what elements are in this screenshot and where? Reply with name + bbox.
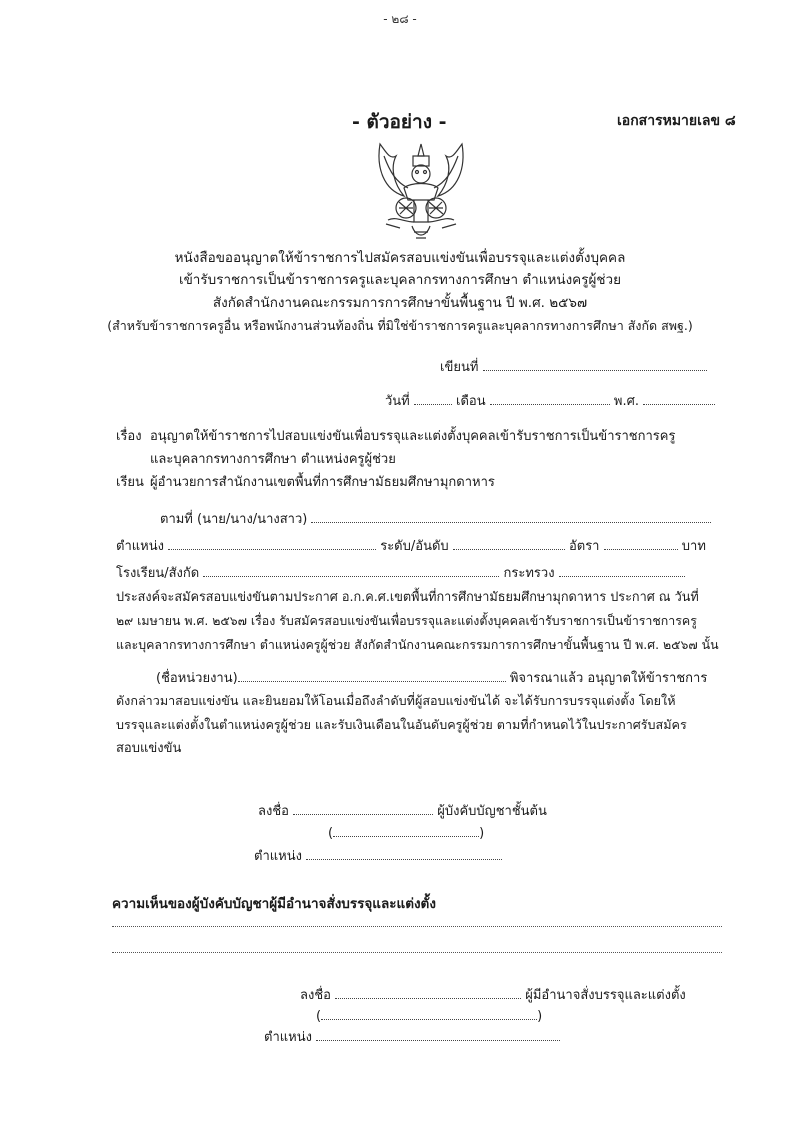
subject-line-1: อนุญาตให้ข้าราชการไปสอบแข่งขันเพื่อบรรจุและแต่งตั้งบุคคลเข้ารับราชการเป็นข้าราชการครู — [150, 429, 676, 444]
document-number: เอกสารหมายเลข ๘ — [617, 113, 736, 129]
body-line-2: ๒๙ เมษายน พ.ศ. ๒๕๖๗ เรื่อง รับสมัครสอบแข่งขันเพื่อบรรจุและแต่งตั้งบุคคลเข้ารับราชการเป็นข้าราชการครู — [116, 613, 697, 628]
sign-1-role: ผู้บังคับบัญชาชั้นต้น — [437, 804, 547, 819]
school-row — [116, 563, 685, 583]
signature-1-name-row — [328, 823, 484, 843]
approval-line-4: สอบแข่งขัน — [116, 741, 182, 756]
signature-1-row — [258, 801, 547, 821]
sign-2-input[interactable] — [335, 985, 521, 999]
date-label: วันที่ — [385, 394, 410, 409]
opinion-heading: ความเห็นของผู้บังคับบัญชาผู้มีอำนาจสั่งบรรจุและแต่งตั้ง — [112, 896, 436, 912]
ministry-input[interactable] — [559, 563, 685, 577]
ministry-label: กระทรวง — [503, 566, 555, 581]
sign-1-position-input[interactable] — [306, 846, 502, 860]
signature-2-name-row — [316, 1006, 542, 1026]
date-field-row — [385, 391, 715, 411]
signature-2-position-row — [264, 1027, 560, 1047]
sign-1-input[interactable] — [293, 801, 433, 815]
level-input[interactable] — [453, 536, 565, 550]
position-input[interactable] — [168, 536, 376, 550]
subject-line-2: และบุคลากรทางการศึกษา ตำแหน่งครูผู้ช่วย — [150, 452, 396, 467]
paren-open: ( — [328, 826, 334, 841]
rate-input[interactable] — [604, 536, 678, 550]
sign-2-role: ผู้มีอำนาจสั่งบรรจุและแต่งตั้ง — [525, 988, 686, 1003]
signature-1-position-row — [254, 846, 502, 866]
title-line-3: สังกัดสำนักงานคณะกรรมการการศึกษาขั้นพื้นฐาน ปี พ.ศ. ๒๕๖๗ — [212, 295, 588, 311]
title-line-4: (สำหรับข้าราชการครูอื่น หรือพนักงานส่วนท้องถิ่น ที่มิใช่ข้าราชการครูและบุคลากรทางการศึกษา สังกัด สพฐ.) — [107, 318, 693, 333]
sign-1-name-input[interactable] — [333, 823, 479, 837]
sample-label: - ตัวอย่าง - — [352, 111, 447, 133]
position-row — [116, 536, 706, 556]
month-label: เดือน — [456, 394, 486, 409]
written-at-input[interactable] — [483, 357, 707, 371]
name-label: ตามที่ (นาย/นาง/นางสาว) — [160, 512, 308, 527]
year-input[interactable] — [643, 391, 715, 405]
baht-label: บาท — [681, 539, 706, 554]
written-at-field — [440, 357, 707, 377]
body-line-3: และบุคลากรทางการศึกษา ตำแหน่งครูผู้ช่วย สังกัดสำนักงานคณะกรรมการการศึกษาขั้นพื้นฐาน ปี พ.ศ. ๒๕๖๗ นั้น — [116, 637, 719, 652]
opinion-line-1-input[interactable] — [112, 926, 722, 927]
sign-2-position-label: ตำแหน่ง — [264, 1030, 312, 1045]
approval-line-1 — [156, 668, 707, 688]
page-number: - ๒๘ - — [383, 12, 417, 26]
position-label: ตำแหน่ง — [116, 539, 164, 554]
applicant-name-input[interactable] — [311, 509, 711, 523]
subject-label: เรื่อง — [116, 429, 142, 444]
paren-close: ) — [537, 1009, 543, 1024]
paren-close: ) — [479, 826, 485, 841]
approval-line-1-end: พิจารณาแล้ว อนุญาตให้ข้าราชการ — [509, 671, 708, 686]
applicant-name-row — [160, 509, 711, 529]
approval-line-2: ดังกล่าวมาสอบแข่งขัน และยินยอมให้โอนเมื่อถึงลำดับที่ผู้สอบแข่งขันได้ จะได้รับการบรรจุแต่งตั้ง โดยให้ — [116, 693, 676, 708]
title-line-1: หนังสือขออนุญาตให้ข้าราชการไปสมัครสอบแข่งขันเพื่อบรรจุและแต่งตั้งบุคคล — [174, 250, 626, 266]
level-label: ระดับ/อันดับ — [380, 539, 449, 554]
unit-label: (ชื่อหน่วยงาน) — [156, 671, 238, 686]
month-input[interactable] — [490, 391, 610, 405]
paren-open: ( — [316, 1009, 322, 1024]
day-input[interactable] — [414, 391, 452, 405]
opinion-line-2-input[interactable] — [112, 952, 722, 953]
sign-2-position-input[interactable] — [316, 1027, 560, 1041]
rate-label: อัตรา — [568, 539, 600, 554]
school-label: โรงเรียน/สังกัด — [116, 566, 200, 581]
body-line-1: ประสงค์จะสมัครสอบแข่งขันตามประกาศ อ.ก.ค.ศ.เขตพื้นที่การศึกษามัธยมศึกษามุกดาหาร ประกาศ ณ วันที่ — [116, 589, 699, 604]
signature-2-row — [300, 985, 686, 1005]
sign-1-position-label: ตำแหน่ง — [254, 849, 302, 864]
to-label: เรียน — [116, 475, 144, 490]
sign-2-label: ลงชื่อ — [300, 988, 331, 1003]
year-label: พ.ศ. — [613, 394, 640, 409]
unit-input[interactable] — [238, 668, 506, 682]
approval-line-3: บรรจุและแต่งตั้งในตำแหน่งครูผู้ช่วย และรับเงินเดือนในอันดับครูผู้ช่วย ตามที่กำหนดไว้ในประกาศรับสมัคร — [116, 717, 687, 732]
garuda-emblem-icon — [374, 138, 468, 244]
written-at-label: เขียนที่ — [440, 360, 479, 375]
to-value: ผู้อำนวยการสำนักงานเขตพื้นที่การศึกษามัธยมศึกษามุกดาหาร — [150, 475, 495, 490]
school-input[interactable] — [203, 563, 499, 577]
sign-2-name-input[interactable] — [321, 1006, 537, 1020]
sign-1-label: ลงชื่อ — [258, 804, 289, 819]
title-line-2: เข้ารับราชการเป็นข้าราชการครูและบุคลากรทางการศึกษา ตำแหน่งครูผู้ช่วย — [178, 272, 622, 288]
